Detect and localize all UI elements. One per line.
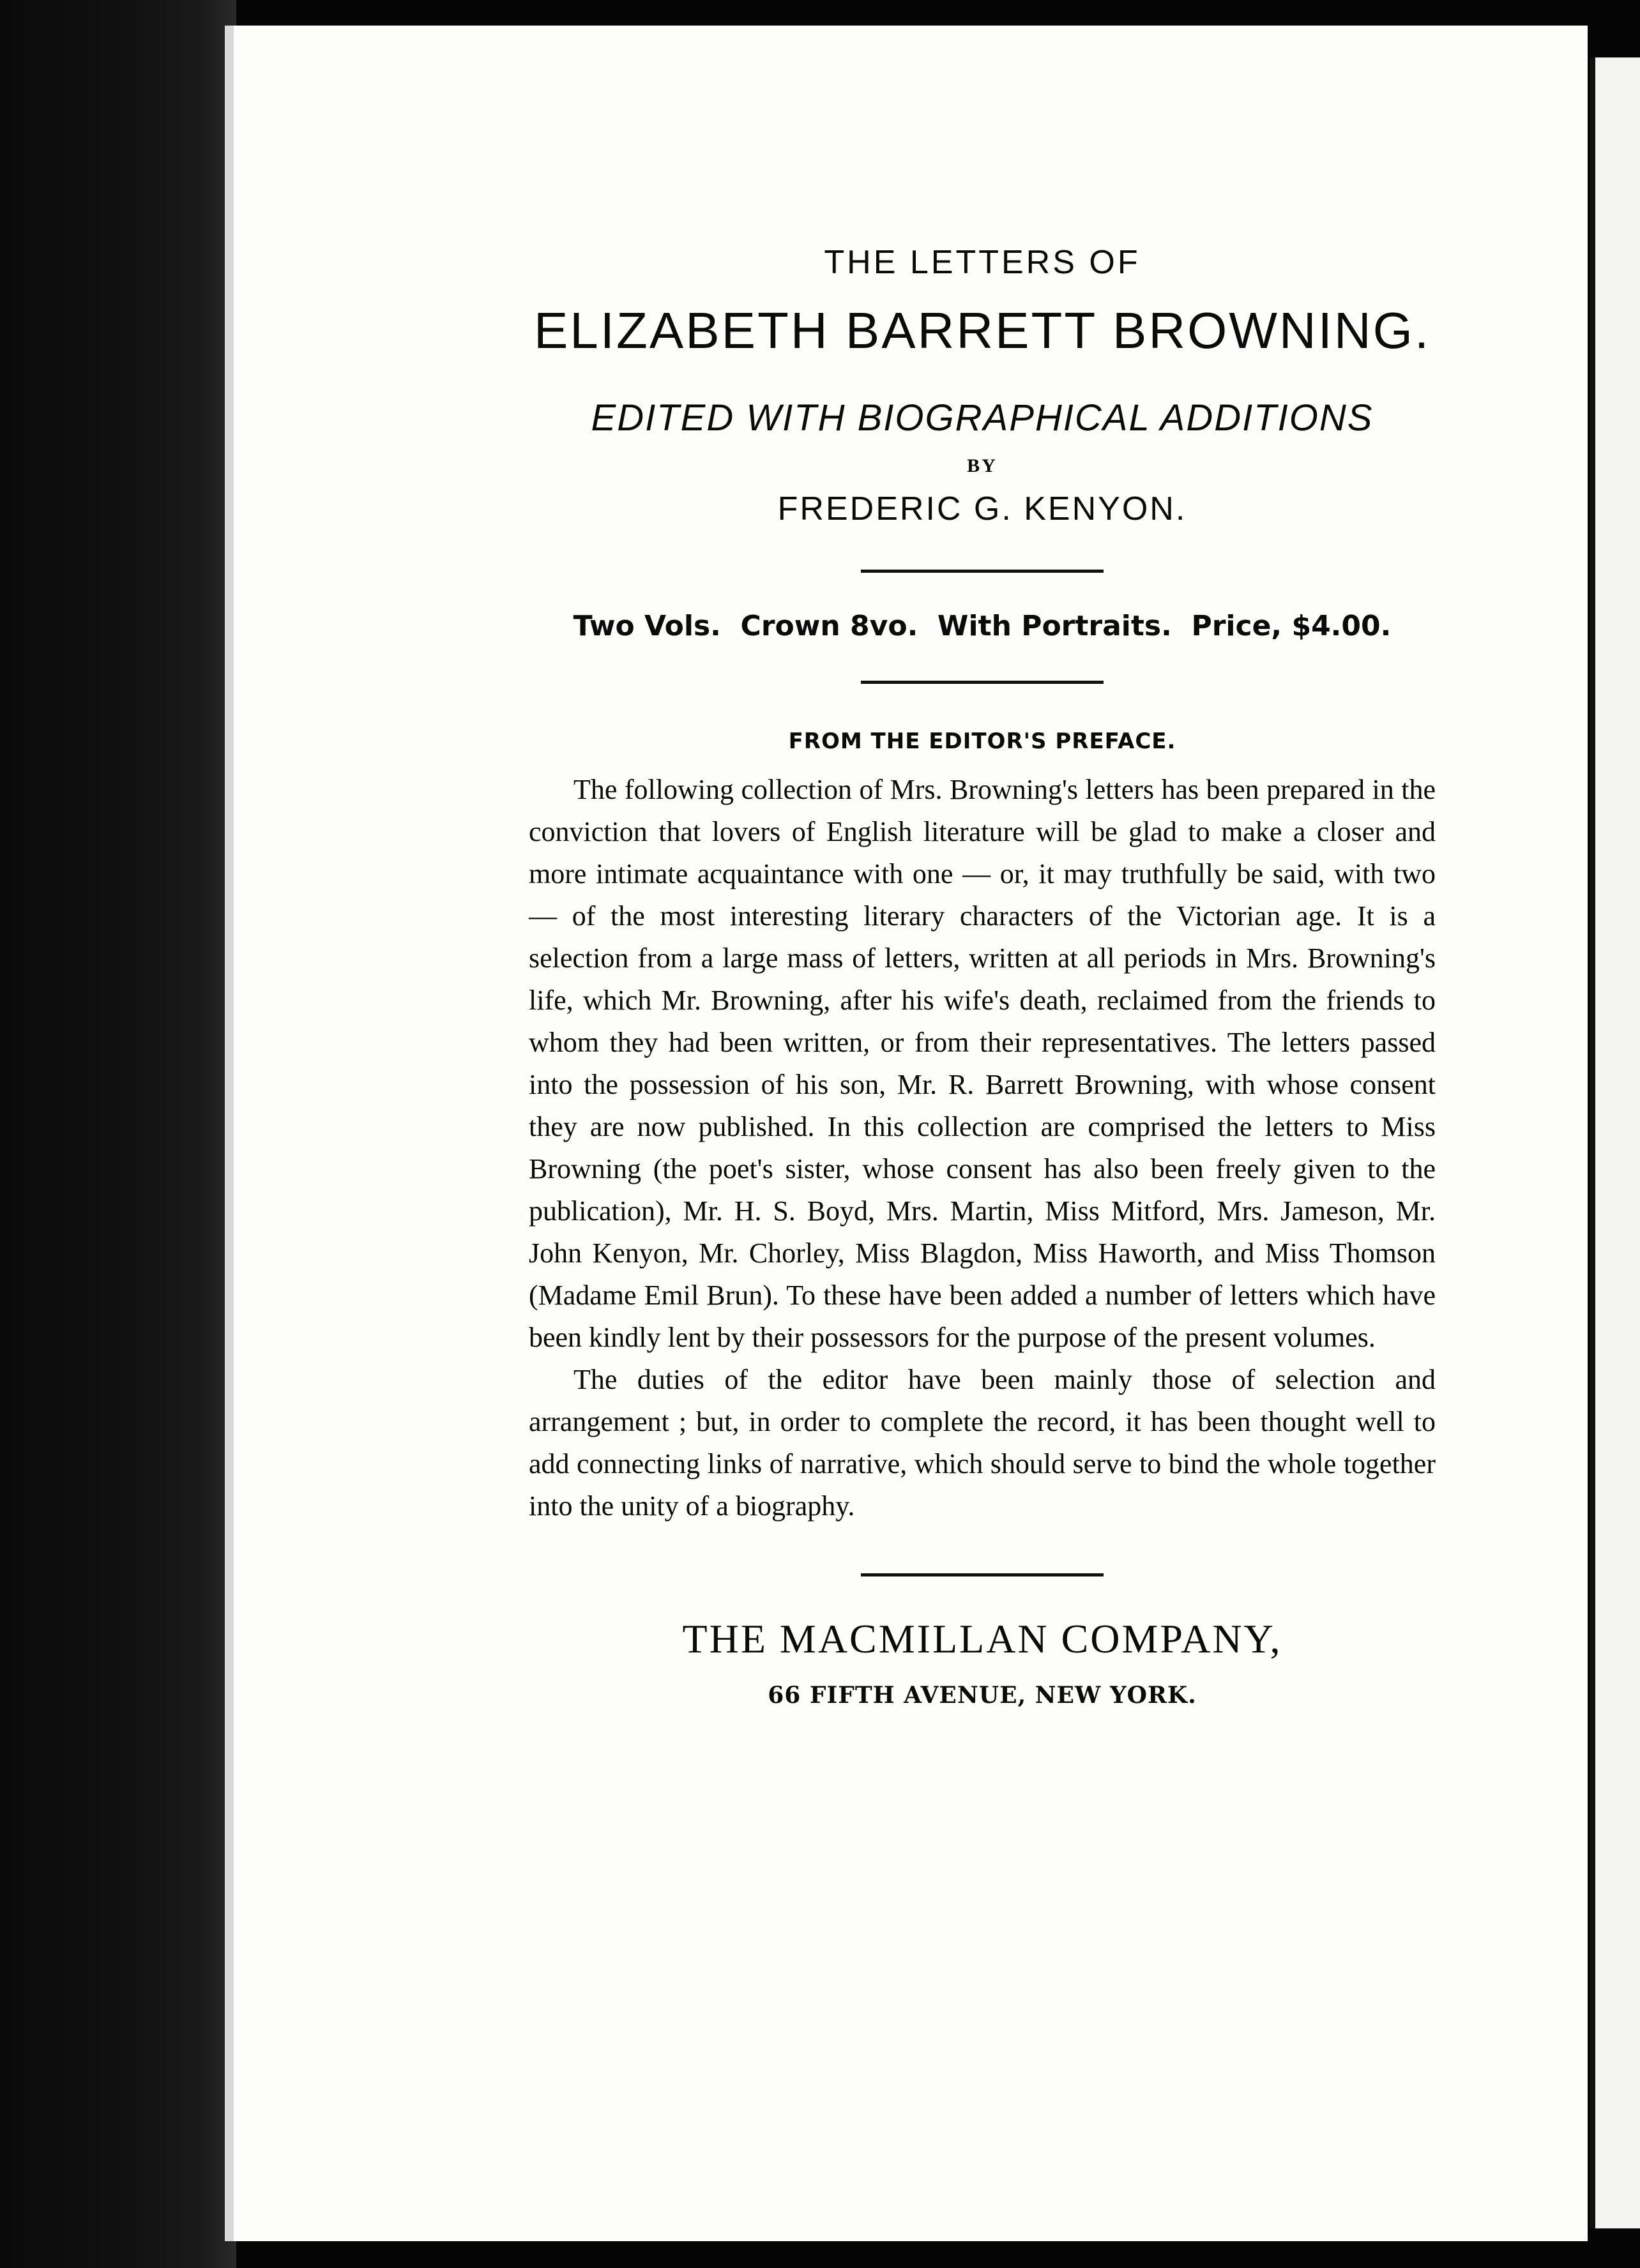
edition-subtitle: EDITED WITH BIOGRAPHICAL ADDITIONS: [591, 397, 1374, 439]
divider-rule: [861, 681, 1104, 684]
preface-text: [529, 769, 1436, 1527]
book-title: ELIZABETH BARRETT BROWNING.: [533, 302, 1431, 359]
by-line: BY: [967, 455, 998, 476]
facing-page-edge: [1590, 57, 1640, 2228]
publisher-name: THE MACMILLAN COMPANY,: [682, 1615, 1282, 1661]
preface-heading: FROM THE EDITOR'S PREFACE.: [788, 729, 1176, 755]
heading-small: THE LETTERS OF: [824, 244, 1141, 281]
preface-paragraph: The duties of the editor have been mainly those of selection and arrangement ; but, in order to complete the record, it has been thought well to add connecting links of narrative, which should serve to bind the whole together into the unity of a biography.: [529, 1363, 1436, 1522]
author-name: FREDERIC G. KENYON.: [777, 490, 1187, 527]
publisher-address: 66 FIFTH AVENUE, NEW YORK.: [768, 1681, 1197, 1709]
preface-paragraph: The following collection of Mrs. Browning's letters has been prepared in the conviction that lovers of English literature will be glad to make a closer and more intimate acquaintance with one — or, it may truthfully be said, with two — of the most interesting literary characters of the Victorian age. It is a selection from a large mass of letters, written at all periods in Mrs. Browning's life, which Mr. Browning, after his wife's death, reclaimed from the friends to whom they had been written, or from their representatives. The letters passed into the possession of his son, Mr. R. Barrett Browning, with whose consent they are now published. In this collection are comprised the letters to Miss Browning (the poet's sister, whose consent has also been freely given to the publication), Mr. H. S. Boyd, Mrs. Martin, Miss Mitford, Mrs. Jameson, Mr. John Kenyon, Mr. Chorley, Miss Blagdon, Miss Haworth, and Miss Thomson (Madame Emil Brun). To these have been added a number of letters which have been kindly lent by their possessors for the purpose of the present volumes.: [529, 773, 1436, 1353]
book-binding-shadow: [0, 0, 236, 2268]
divider-rule: [861, 1573, 1104, 1576]
advertisement-content: [529, 243, 1436, 1709]
edition-details: Two Vols. Crown 8vo. With Portraits. Price, $4.00.: [573, 610, 1392, 643]
divider-rule: [861, 570, 1104, 573]
